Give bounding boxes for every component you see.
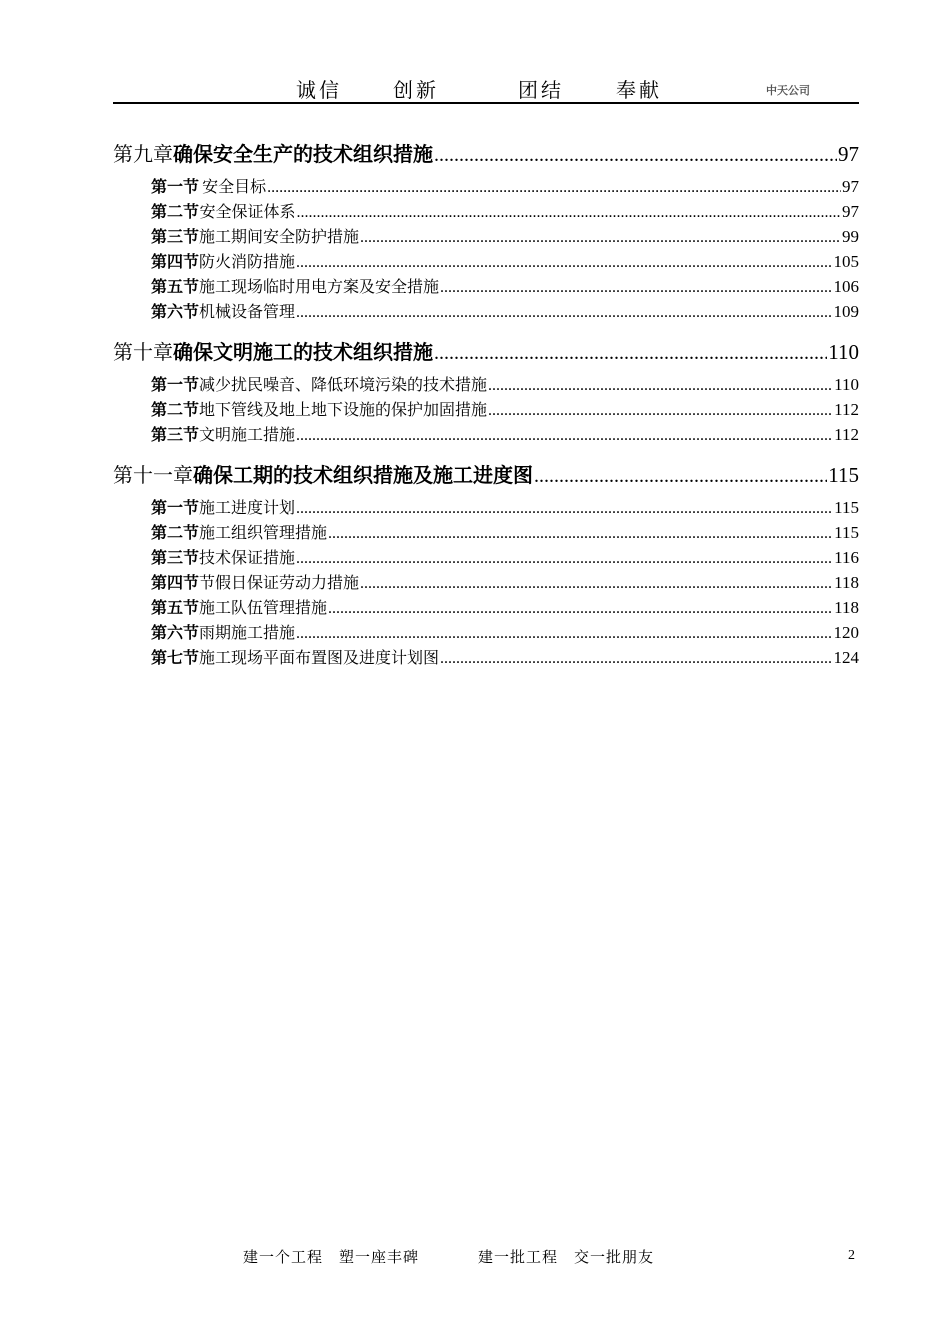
toc-section-entry[interactable] (113, 595, 859, 620)
page-number: 2 (848, 1248, 855, 1263)
toc-entry-number: 第三节 (151, 425, 200, 444)
toc-dot-leader (534, 465, 827, 488)
toc-entry-number: 第三节 (151, 227, 200, 246)
toc-entry-title: 确保文明施工的技术组织措施 (173, 340, 433, 364)
toc-section-entry[interactable] (113, 495, 859, 520)
toc-entry-title: 确保工期的技术组织措施及施工进度图 (193, 463, 533, 487)
toc-entry-number: 第一节 (151, 498, 200, 517)
motto-innovation: 创新 (393, 78, 439, 102)
toc-entry-title: 文明施工措施 (199, 425, 296, 444)
toc-page-number: 118 (834, 598, 859, 617)
toc-entry-title: 施工期间安全防护措施 (199, 227, 360, 246)
motto-dedication: 奉献 (616, 78, 662, 102)
toc-entry-number: 第四节 (151, 573, 200, 592)
toc-entry-number: 第七节 (151, 648, 200, 667)
footer-slogan-left: 建一个工程 塑一座丰碑 (243, 1248, 420, 1266)
toc-page-number: 109 (833, 302, 859, 321)
toc-chapter-entry[interactable] (113, 336, 859, 362)
toc-section-entry[interactable] (113, 397, 859, 422)
toc-section-entry[interactable] (113, 645, 859, 670)
toc-entry-title: 技术保证措施 (199, 548, 296, 567)
toc-page-number: 115 (828, 463, 859, 487)
toc-dot-leader (297, 204, 841, 222)
toc-entry-number: 第二节 (151, 400, 200, 419)
toc-entry-title: 雨期施工措施 (199, 623, 296, 642)
toc-dot-leader (296, 304, 832, 322)
footer-slogan-right: 建一批工程 交一批朋友 (478, 1248, 655, 1266)
toc-dot-leader (296, 500, 833, 518)
toc-page-number: 97 (842, 202, 859, 221)
motto-honesty: 诚信 (296, 78, 342, 102)
toc-page-number: 112 (834, 425, 859, 444)
toc-section-entry[interactable] (113, 249, 859, 274)
toc-page-number: 118 (834, 573, 859, 592)
table-of-contents (113, 138, 859, 670)
toc-entry-number: 第一节 (151, 177, 200, 196)
toc-page-number: 124 (833, 648, 859, 667)
toc-chapter-entry[interactable] (113, 459, 859, 485)
toc-section-entry[interactable] (113, 620, 859, 645)
toc-page-number: 106 (833, 277, 859, 296)
toc-dot-leader (296, 427, 833, 445)
toc-entry-title: 施工进度计划 (199, 498, 296, 517)
toc-page-number: 110 (834, 375, 859, 394)
toc-page-number: 105 (833, 252, 859, 271)
toc-page-number: 120 (833, 623, 859, 642)
toc-page-number: 116 (834, 548, 859, 567)
toc-entry-number: 第六节 (151, 302, 200, 321)
toc-entry-number: 第二节 (151, 202, 200, 221)
toc-entry-number: 第四节 (151, 252, 200, 271)
toc-entry-number: 第十章 (113, 340, 173, 364)
toc-entry-title: 施工现场临时用电方案及安全措施 (199, 277, 440, 296)
toc-section-entry[interactable] (113, 422, 859, 447)
toc-entry-number: 第三节 (151, 548, 200, 567)
toc-section-entry[interactable] (113, 545, 859, 570)
toc-entry-number: 第二节 (151, 523, 200, 542)
toc-entry-title: 机械设备管理 (199, 302, 296, 321)
company-logo: 中天公司 (766, 84, 810, 97)
page-header (113, 70, 859, 104)
toc-entry-title: 确保安全生产的技术组织措施 (173, 142, 433, 166)
toc-dot-leader (360, 575, 833, 593)
toc-section-entry[interactable] (113, 224, 859, 249)
toc-page-number: 115 (834, 523, 859, 542)
toc-section-entry[interactable] (113, 274, 859, 299)
toc-dot-leader (488, 377, 833, 395)
toc-page-number: 97 (838, 142, 859, 166)
toc-section-entry[interactable] (113, 199, 859, 224)
toc-entry-number: 第九章 (113, 142, 173, 166)
toc-section-entry[interactable] (113, 174, 859, 199)
toc-entry-number: 第五节 (151, 598, 200, 617)
toc-entry-title: 地下管线及地上地下设施的保护加固措施 (199, 400, 488, 419)
toc-dot-leader (296, 625, 832, 643)
toc-section-entry[interactable] (113, 299, 859, 324)
motto-unity: 团结 (518, 78, 564, 102)
toc-dot-leader (440, 650, 832, 668)
toc-entry-title: 减少扰民噪音、降低环境污染的技术措施 (199, 375, 488, 394)
toc-dot-leader (434, 144, 837, 167)
toc-entry-title: 节假日保证劳动力措施 (199, 573, 360, 592)
toc-dot-leader (267, 179, 841, 197)
toc-page-number: 112 (834, 400, 859, 419)
toc-page-number: 110 (828, 340, 859, 364)
toc-section-entry[interactable] (113, 570, 859, 595)
toc-page-number: 115 (834, 498, 859, 517)
toc-entry-number: 第六节 (151, 623, 200, 642)
toc-dot-leader (296, 254, 832, 272)
toc-entry-title: 安全目标 (202, 177, 267, 196)
toc-page-number: 99 (842, 227, 859, 246)
toc-chapter-entry[interactable] (113, 138, 859, 164)
toc-dot-leader (440, 279, 832, 297)
toc-dot-leader (296, 550, 833, 568)
toc-entry-title: 施工现场平面布置图及进度计划图 (199, 648, 440, 667)
toc-entry-number: 第一节 (151, 375, 200, 394)
toc-entry-number: 第十一章 (113, 463, 193, 487)
toc-dot-leader (360, 229, 841, 247)
toc-entry-title: 施工队伍管理措施 (199, 598, 328, 617)
toc-entry-title: 安全保证体系 (199, 202, 296, 221)
toc-entry-title: 施工组织管理措施 (199, 523, 328, 542)
toc-entry-title: 防火消防措施 (199, 252, 296, 271)
toc-dot-leader (328, 525, 833, 543)
toc-dot-leader (328, 600, 833, 618)
toc-entry-number: 第五节 (151, 277, 200, 296)
toc-page-number: 97 (842, 177, 859, 196)
toc-section-entry[interactable] (113, 372, 859, 397)
toc-section-entry[interactable] (113, 520, 859, 545)
toc-dot-leader (434, 342, 827, 365)
toc-dot-leader (488, 402, 833, 420)
